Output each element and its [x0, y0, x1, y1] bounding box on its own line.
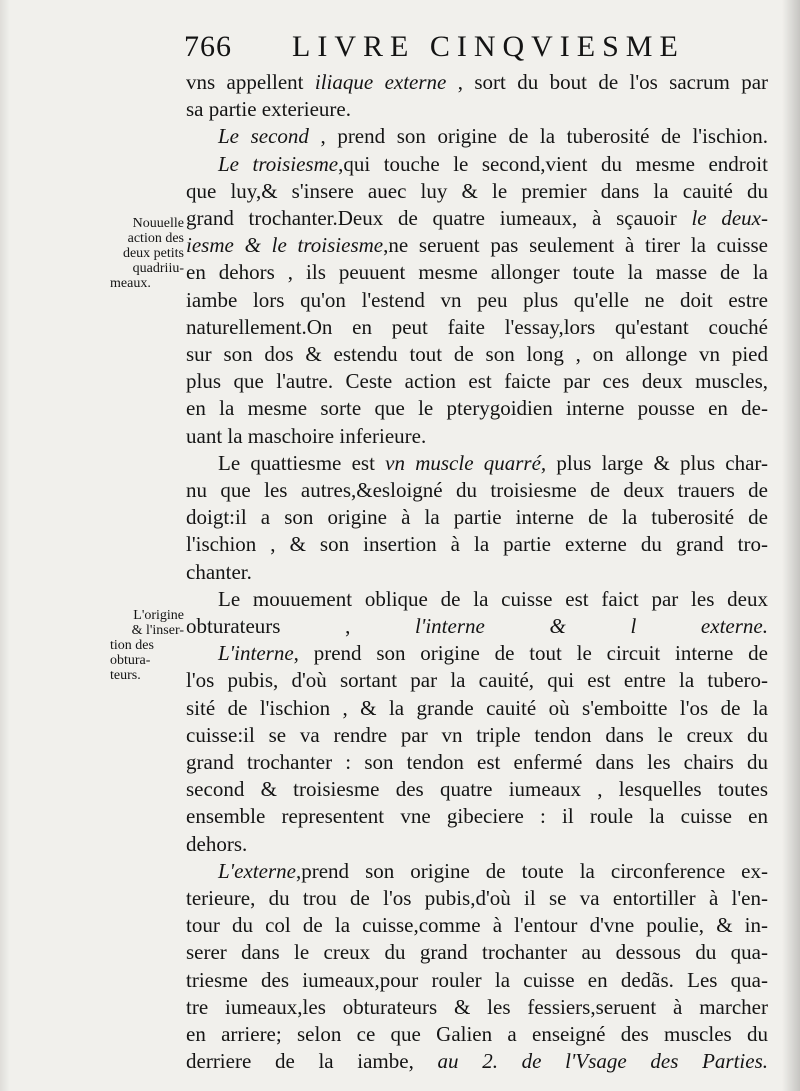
text-line [186, 231, 768, 259]
italic-text: iliaque externe [314, 70, 447, 94]
text-segment: doigt:il a son origine à la partie interne de la tuberosité de [186, 505, 768, 530]
text-segment: terieure, du trou de l'os pubis,d'où il se va entortiller à l'en- [186, 886, 768, 910]
text-line [186, 204, 768, 232]
text-line [186, 966, 768, 994]
text-segment: en arriere; selon ce que Galien a enseigné des muscles du [186, 1022, 768, 1046]
text-line [186, 367, 768, 395]
text-segment: dehors. [186, 831, 248, 856]
text-segment: cuisse:il se va rendre par vn triple tendon dans le creux du [186, 722, 768, 747]
text-segment: , prend son origine de la tuberosité de l'ischion. [308, 124, 768, 149]
text-segment: nu que les autres,&esloigné du troisiesme de deux trauers de [186, 478, 768, 502]
text-line [186, 884, 768, 912]
margin-note-line: Nouuelle [132, 216, 184, 231]
text-line [186, 612, 768, 640]
text-segment: sité de l'ischion , & la grande cauité où s'emboitte l'os de la [186, 695, 768, 720]
text-segment: en la mesme sorte que le pterygoidien interne pousse en de- [186, 396, 768, 421]
italic-text: l'interne & l externe. [415, 614, 768, 638]
margin-note-line: & l'inser- [131, 623, 184, 638]
text-segment: l'os pubis, d'où sortant par la cauité, qui est entre la tubero- [186, 668, 768, 693]
text-segment: triesme des iumeaux,pour rouler la cuisse en dedãs. Les qua- [186, 967, 768, 992]
text-segment: tour du col de la cuisse,comme à l'entour d'vne poulie, & in- [186, 913, 768, 938]
text-segment: sa partie exterieure. [186, 97, 351, 122]
margin-note-line: deux petits [122, 246, 184, 261]
text-segment: grand trochanter.Deux de quatre iumeaux, à sçauoir [186, 206, 692, 230]
text-segment: grand trochanter : son tendon est enfermé dans les chairs du [186, 750, 768, 774]
text-line [186, 530, 768, 558]
margin-note-line: tion des [110, 638, 154, 653]
text-line [186, 258, 768, 286]
text-line [186, 340, 768, 368]
margin-note-line: teurs. [110, 668, 141, 683]
text-segment: uant la maschoire inferieure. [186, 423, 427, 448]
scan-edge-shadow [782, 0, 800, 1091]
text-line [186, 694, 768, 722]
text-segment: iambe lors qu'on l'estend vn peu plus qu'elle ne doit estre [186, 287, 768, 312]
running-title: LIVRE CINQVIESME [292, 30, 685, 63]
text-segment: ,prend son origine de toute la circonference ex- [295, 858, 768, 883]
margin-note-obturateurs [110, 608, 184, 683]
margin-note-line: obtura- [110, 653, 151, 668]
text-line [186, 476, 768, 504]
italic-text: Le second [218, 124, 309, 149]
text-line [186, 993, 768, 1021]
text-line [186, 177, 768, 205]
margin-note-line: meaux. [110, 276, 151, 291]
italic-text: iesme & le troisiesme [186, 233, 384, 258]
text-line [186, 938, 768, 966]
text-line [186, 802, 768, 830]
text-segment: que luy,& s'insere auec luy & le premier dans la cauité du [186, 178, 768, 203]
text-line [186, 830, 768, 858]
text-segment: ensemble representent vne gibeciere : il roule la cuisse en [186, 804, 768, 829]
margin-note-line: action des [127, 231, 184, 246]
text-line [186, 503, 768, 531]
text-segment: sur son dos & estendu tout de son long , on allonge vn pied [186, 342, 768, 366]
text-segment: chanter. [186, 559, 252, 584]
text-segment: ,qui touche le second,vient du mesme endroit [338, 151, 768, 176]
text-segment: second & troisiesme des quatre iumeaux , lesquelles toutes [186, 777, 768, 802]
text-line [186, 449, 768, 477]
page-number: 766 [184, 30, 232, 63]
text-segment: obturateurs , [186, 614, 416, 638]
text-segment: en dehors , ils peuuent mesme allonger toute la masse de la [186, 260, 768, 285]
text-segment: l'ischion , & son insertion à la partie externe du grand tro- [186, 532, 768, 557]
text-line [186, 639, 768, 667]
italic-text: le deux- [691, 206, 768, 230]
text-line [186, 313, 768, 341]
margin-note-line: L'origine [133, 608, 184, 623]
text-segment: Le quattiesme est [218, 450, 386, 475]
italic-text: L'interne [218, 641, 294, 666]
text-line [186, 95, 768, 123]
text-line [186, 666, 768, 694]
italic-text: L'externe [218, 858, 296, 883]
text-segment: serer dans le creux du grand trochanter au dessous du qua- [186, 940, 768, 965]
text-line [186, 68, 768, 96]
text-segment: , sort du bout de l'os sacrum par [446, 70, 769, 94]
text-segment: plus que l'autre. Ceste action est faicte par ces deux muscles, [186, 369, 768, 394]
text-segment: plus large & plus char- [546, 450, 768, 475]
text-line [186, 857, 768, 885]
text-segment: Le mouuement oblique de la cuisse est faict par les deux [218, 586, 768, 611]
text-segment: , prend son origine de tout le circuit interne de [293, 641, 768, 666]
page-gutter-shadow [0, 0, 10, 1091]
italic-text: vn muscle quarré, [385, 450, 547, 475]
text-line [186, 394, 768, 422]
text-line [186, 422, 768, 450]
text-line [186, 150, 768, 178]
text-line [186, 911, 768, 939]
margin-note-line: quadriiu- [132, 261, 184, 276]
page-header [184, 30, 784, 70]
text-segment: ,ne seruent pas seulement à tirer la cuisse [383, 233, 768, 258]
text-segment: vns appellent [186, 70, 315, 94]
text-line [186, 558, 768, 586]
text-line [186, 1047, 768, 1075]
text-segment: tre iumeaux,les obturateurs & les fessiers,seruent à marcher [186, 994, 768, 1019]
text-segment: naturellement.On en peut faite l'essay,lors qu'estant couché [186, 314, 768, 339]
text-line [186, 721, 768, 749]
text-line [186, 775, 768, 803]
text-line [186, 585, 768, 613]
text-line [186, 286, 768, 314]
italic-text: Le troisiesme [218, 151, 339, 176]
margin-note-nouuelle-action [110, 216, 184, 291]
text-line [186, 748, 768, 776]
italic-text: au 2. de l'Vsage des Parties. [437, 1049, 768, 1074]
text-line [186, 122, 768, 150]
text-segment: derriere de la iambe, [186, 1049, 438, 1074]
text-line [186, 1020, 768, 1048]
